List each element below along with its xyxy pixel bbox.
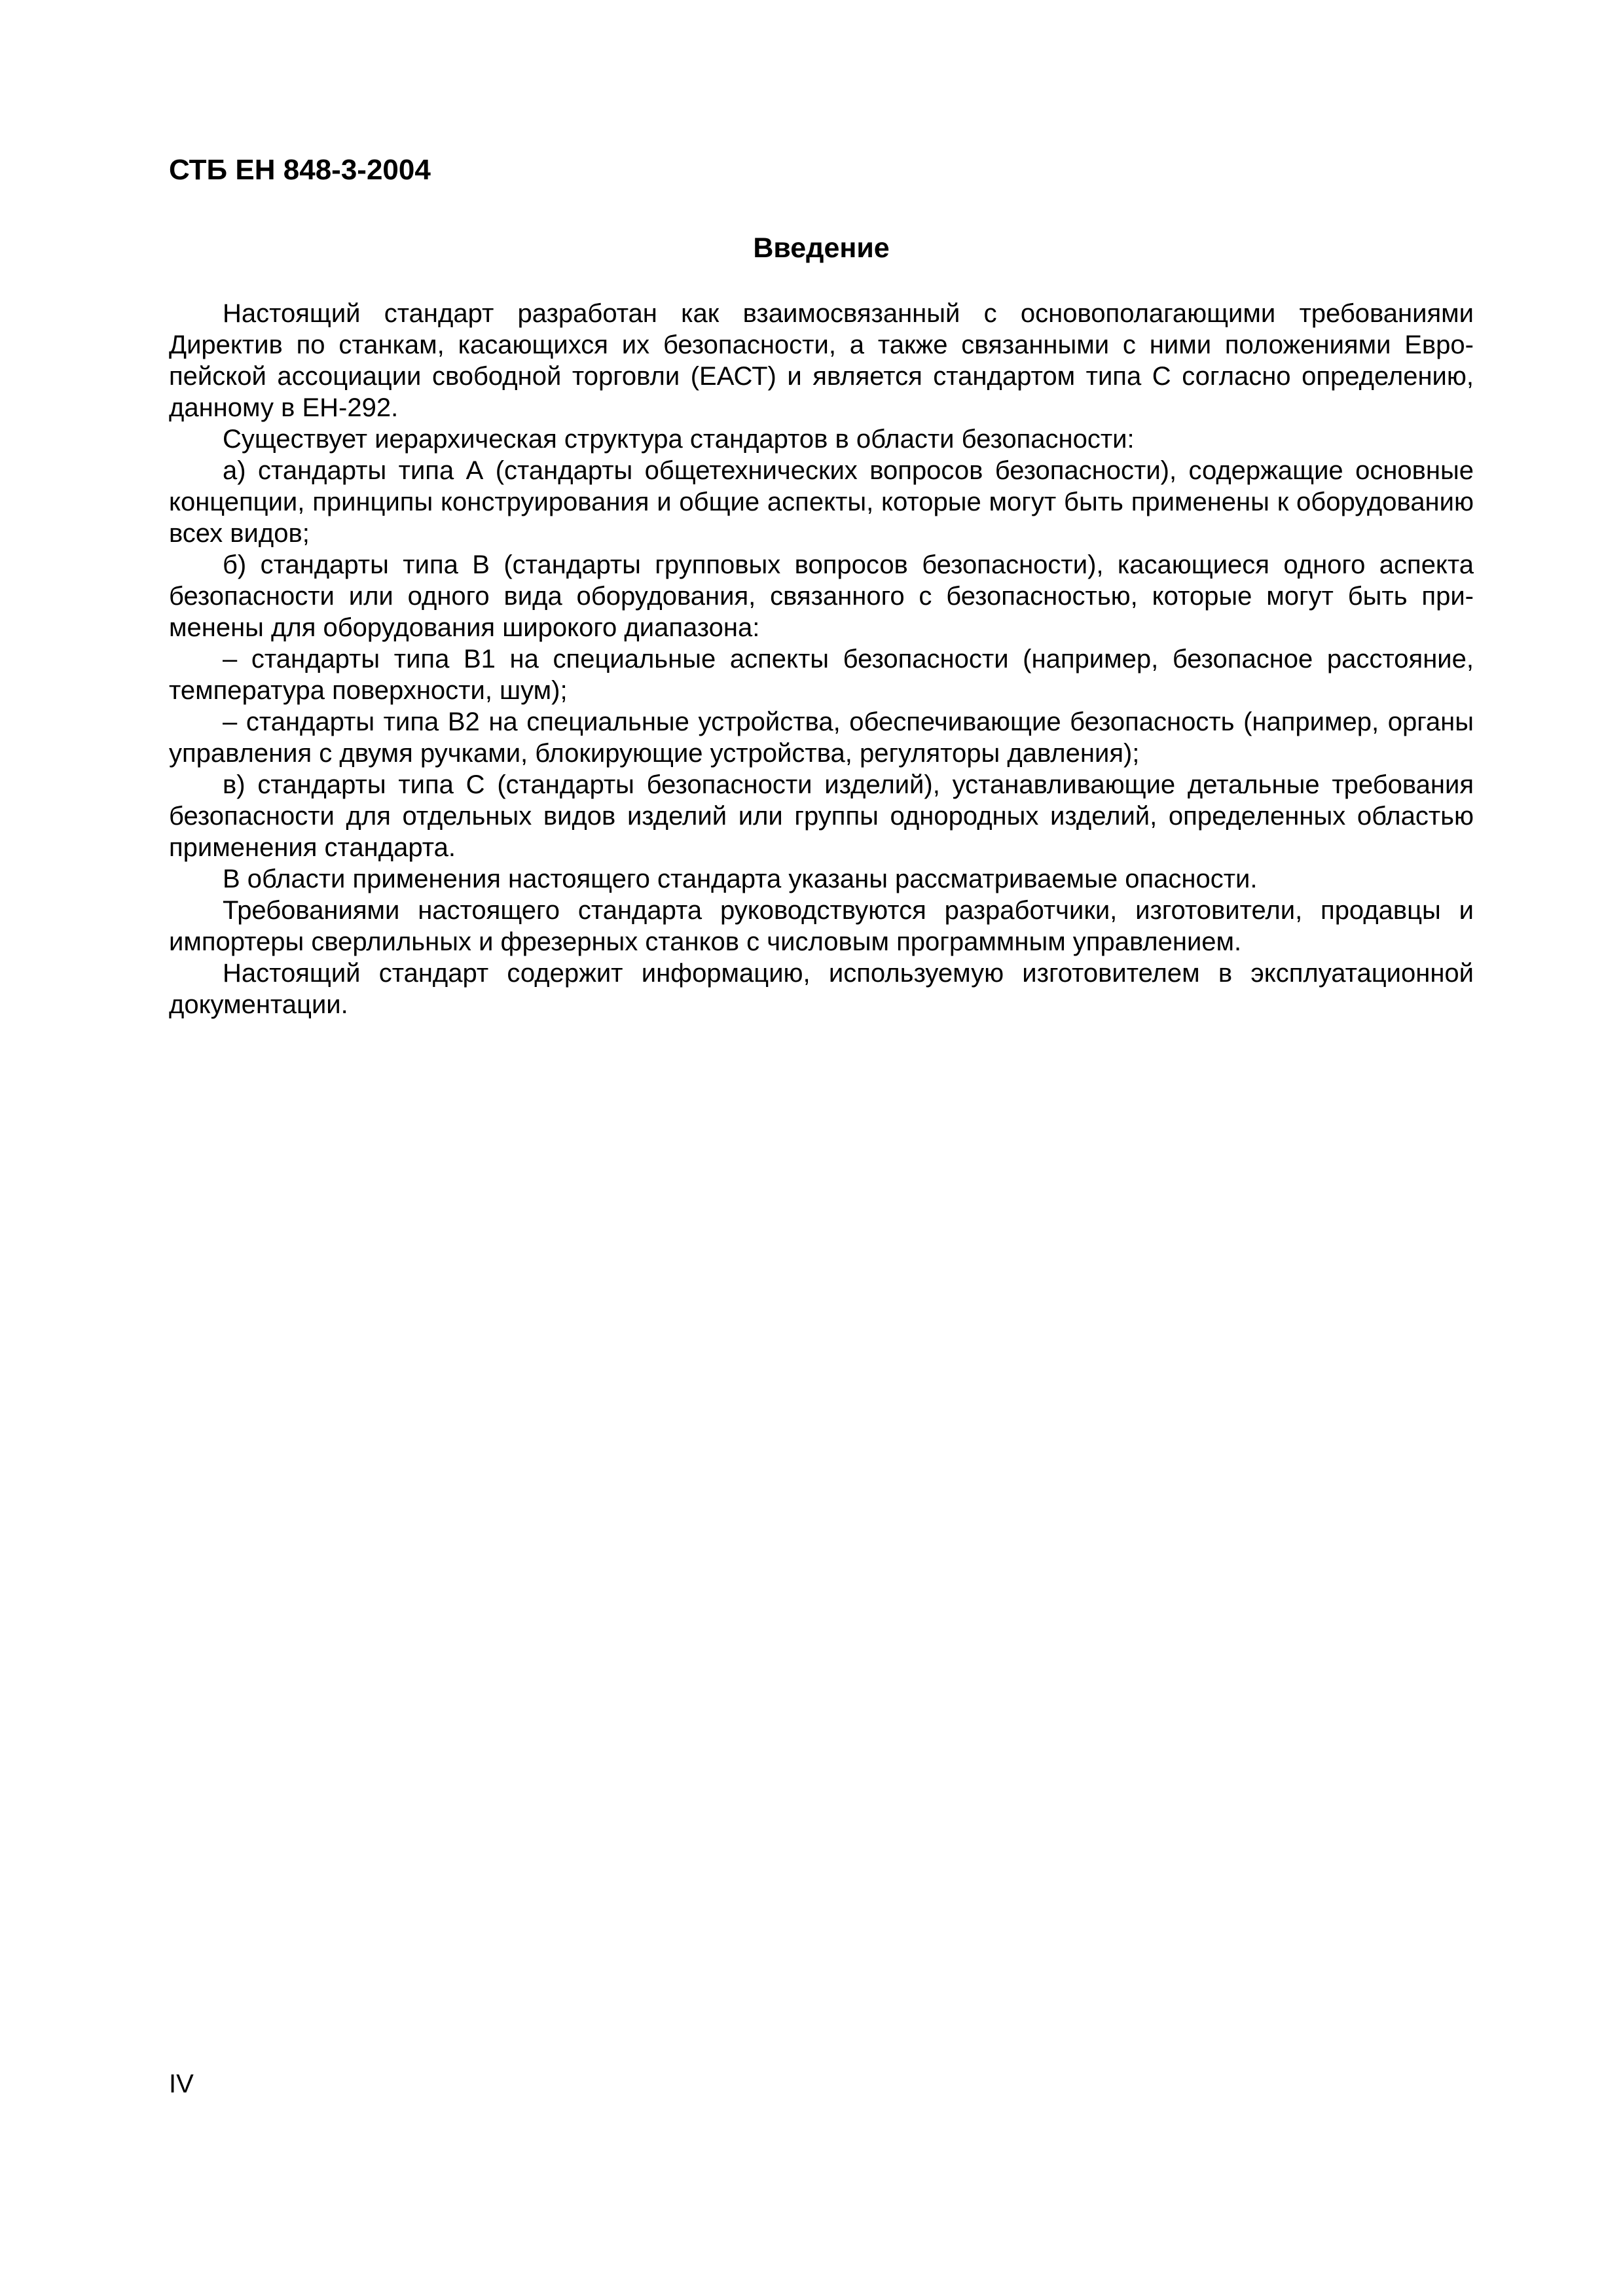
sub-list-item: – стандарты типа В1 на специальные аспекты безопасности (например, безопасное расстояние, температура поверхности, шум); — [169, 645, 1474, 705]
paragraph: Требованиями настоящего стандарта руководствуются разработчики, изготовители, продавцы и импортеры сверлильных и фрезерных станков с числовым программным управлением. — [169, 896, 1474, 956]
introduction-body — [169, 298, 1474, 1020]
paragraph: В области применения настоящего стандарта указаны рассматриваемые опасности. — [223, 865, 1258, 893]
paragraph: Настоящий стандарт содержит информацию, используемую изготовителем в эксплуатационной документации. — [169, 959, 1474, 1019]
page-number: IV — [169, 2070, 194, 2098]
list-item: б) стандарты типа В (стандарты групповых вопросов безопасности), касающиеся одного аспекта безопасности или одного вида оборудования, связанного с безопасностью, которые могут быть применены для оборудования широкого диапазона: — [169, 550, 1474, 642]
list-item: в) стандарты типа С (стандарты безопасности изделий), устанавливающие детальные требования безопасности для отдельных видов изделий или группы однородных изделий, определенных областью применения стандарта. — [169, 770, 1474, 862]
section-title: Введение — [753, 232, 890, 264]
paragraph: Существует иерархическая структура стандартов в области безопасности: — [223, 425, 1135, 454]
paragraph: Настоящий стандарт разработан как взаимосвязанный с основополагающими требованиями Директив по станкам, касающихся их безопасности, а также связанными с ними положениями Европейской ассоциации свободной торговли (ЕАСТ) и является стандартом типа С согласно определению, данному в ЕН-292. — [169, 299, 1474, 422]
list-item: а) стандарты типа А (стандарты общетехнических вопросов безопасности), содержащие основные концепции, принципы конструирования и общие аспекты, которые могут быть применены к оборудованию всех видов; — [169, 456, 1474, 548]
document-id: СТБ ЕН 848-3-2004 — [169, 154, 431, 186]
sub-list-item: – стандарты типа В2 на специальные устройства, обеспечивающие безопасность (например, органы управления с двумя ручками, блокирующие устройства, регуляторы давления); — [169, 708, 1474, 768]
